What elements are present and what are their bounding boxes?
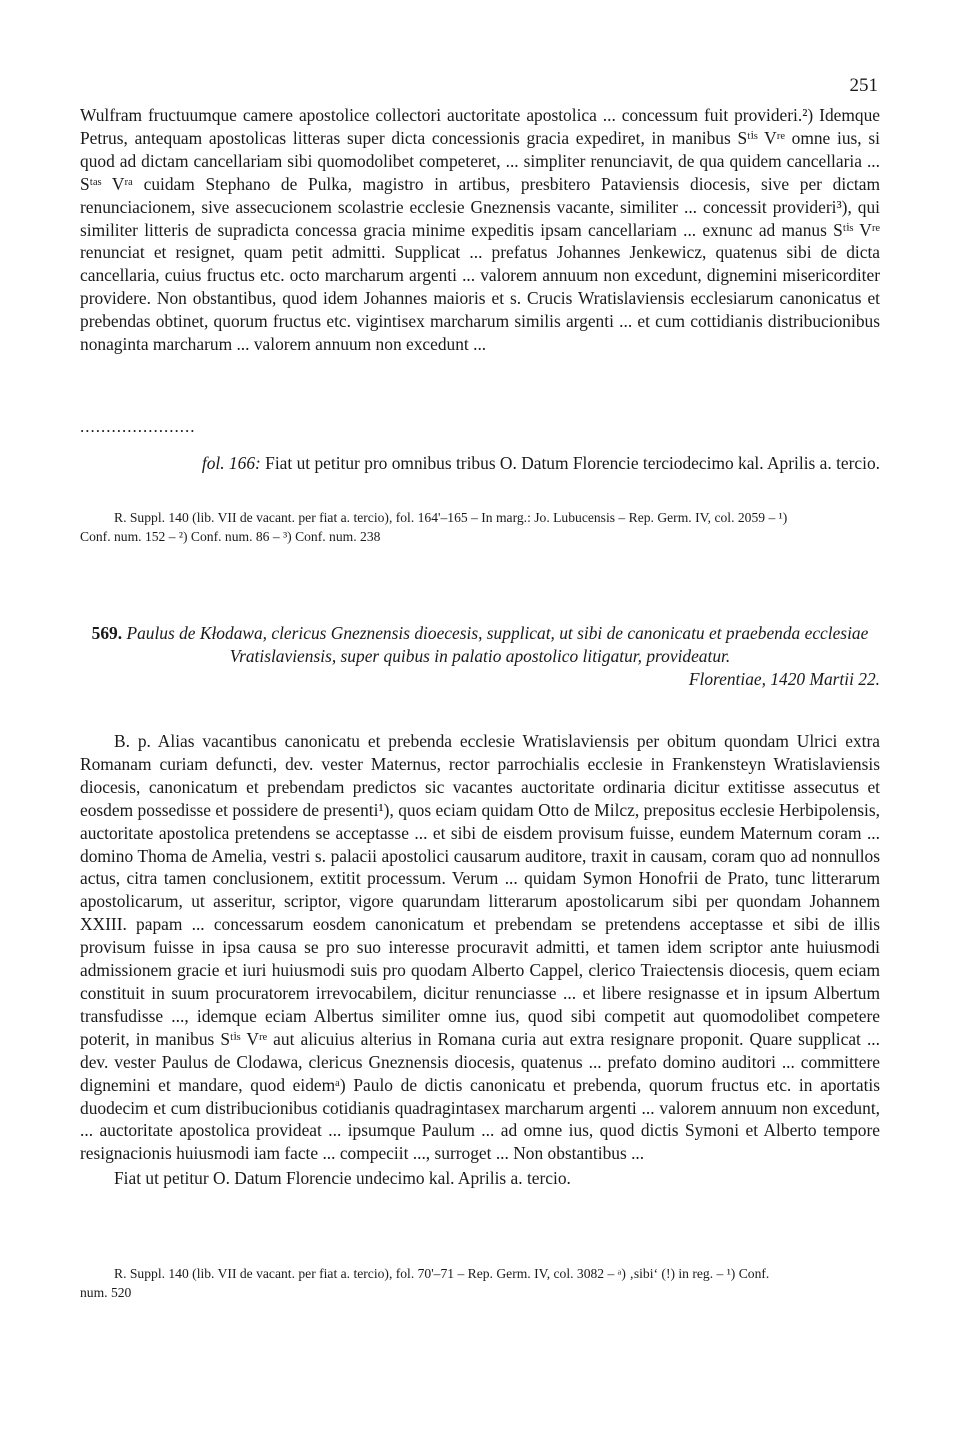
entry-heading-line-1 — [80, 622, 880, 645]
continuation-paragraph: Wulfram fructuumque camere apostolice collectori auctoritate apostolica ... concessum fuit provideri.²) Idemque Petrus, antequam apostolicas litteras super dicta concessionis gracia expediret, in manibus Sᵗⁱˢ Vʳᵉ omne ius, si quod ad dictam cancellariam sibi quomodolibet competeret, ... simpliter renunciavit, de qua quidem cancellaria ... Sᵗᵃˢ Vʳᵃ cuidam Stephano de Pulka, magistro in artibus, presbitero Pataviensis diocesis, sive per dictam renunciacionem, sive assecucionem scolastrie ecclesie Gneznensis vacante, similiter ... concessit provideri³), qui similiter litteris de supradicta concessa gracia minime expeditis ipsam cancellariam ... exnunc ad manus Sᵗⁱˢ Vʳᵉ renunciat et resignet, quam petit admitti. Supplicat ... prefatus Johannes Jenkewicz, quatenus sibi de dicta cancellaria, cuius fructus etc. octo marcharum argenti ... valorem annuum non excedunt, dignemini misericorditer providere. Non obstantibus, quod idem Johannes maioris et s. Crucis Wratislaviensis ecclesiarum canonicatus et prebendas obtinet, quorum fructus etc. vigintisex marcharum similis argenti ... et cum cottidianis distribucionibus nonaginta marcharum ... valorem annuum non excedunt ... — [80, 105, 880, 355]
fol-label: fol. 166: — [201, 453, 261, 473]
source-note-2-line-2: num. 520 — [80, 1285, 132, 1300]
omission-dots: ...................... — [80, 417, 196, 436]
source-note-2-line-1: R. Suppl. 140 (lib. VII de vacant. per fiat a. tercio), fol. 70'–71 – Rep. Germ. IV, col. 3082 – ᵃ) ‚sibi‘ (!) in reg. – ¹) Conf. — [114, 1266, 770, 1281]
entry-body — [80, 730, 880, 1190]
entry-number: 569. — [91, 623, 123, 643]
entry-closing: Fiat ut petitur O. Datum Florencie undecimo kal. Aprilis a. tercio. — [114, 1168, 571, 1189]
entry-heading-line-2: Vratislaviensis, super quibus in palatio apostolico litigatur, provideatur. — [229, 645, 731, 666]
continuation-text — [80, 104, 880, 356]
entry-heading — [80, 622, 880, 667]
fol-text: Fiat ut petitur pro omnibus tribus O. Datum Florencie terciodecimo kal. Aprilis a. tercio. — [265, 453, 880, 473]
page-number: 251 — [849, 75, 878, 96]
source-note-1-line-2: Conf. num. 152 – ²) Conf. num. 86 – ³) Conf. num. 238 — [80, 529, 381, 544]
entry-dateline: Florentiae, 1420 Martii 22. — [688, 669, 880, 689]
source-note-2 — [80, 1264, 880, 1302]
entry-body-paragraph: B. p. Alias vacantibus canonicatu et prebenda ecclesie Wratislaviensis per obitum quondam Ulrici extra Romanam curiam defuncti, dev. vester Maternus, rector parrochialis ecclesie in Frankensteyn Wratislaviensis diocesis, canonicatum et prebendam predictos sic vacantes auctoritate ordinaria dicitur extitisse assecutus et eosdem possedisse et possidere de presenti¹), quos eciam quidam Otto de Milcz, prepositus ecclesie Herbipolensis, auctoritate apostolica pretendens se acceptasse ... et sibi de eisdem provisum fuisse, eundem Maternum coram ... domino Thoma de Amelia, vestri s. palacii apostolici causarum auditore, traxit in causam, coram quo ad nonnullos actus, citra tamen conclusionem, extitit processum. Verum ... quidam Symon Honofrii de Prato, tunc litterarum apostolicarum, ut asseritur, scriptor, vigore quarundam litterarum apostolicarum sibi per quondam Johannem XXIII. papam ... concessarum eosdem canonicatum et prebendam se pretendens acceptasse et sibi de illis provisum fuisse in ipsa causa se pro suo interesse procuravit admitti, et tamen idem scriptor ante huiusmodi admissionem gracie et iuri huiusmodi suis pro quodam Alberto Cappel, clerico Traiectensis diocesis, quem eciam constituit in suum procuratorem irrevocabilem, dicitur renunciasse ... et libere resignasse et in ipsum Albertum transfudisse ..., idemque eciam Albertus similiter omne ius, quod sibi competit aut quomodolibet competere poterit, in manibus Sᵗⁱˢ Vʳᵉ aut alicuius alterius in Romana curia aut extra resignare proponit. Quare supplicat ... dev. vester Paulus de Clodawa, clericus Gneznensis diocesis, quatenus ... prefato domino auditori ... committere dignemini et mandare, quod eidemᵃ) Paulo de dictis canonicatu et prebenda, quorum fructus etc. in aportatis duodecim et cum distribucionibus cotidianis quadragintasex marcharum argenti ... valorem annuum non excedunt, ... auctoritate apostolica provideat ... ipsumque Paulum ... ad omne ius, quod dictis Symoni et Alberto tempore resignacionis huiusmodi iam facte ... compeciit ..., surroget ... Non obstantibus ... — [80, 731, 880, 1164]
source-note-1-line-1: R. Suppl. 140 (lib. VII de vacant. per fiat a. tercio), fol. 164'–165 – In marg.: Jo. Lubucensis – Rep. Germ. IV, col. 2059 – ¹) — [114, 510, 788, 525]
source-note-1 — [80, 508, 880, 546]
fol-line — [80, 452, 880, 474]
entry-heading-text-1: Paulus de Kłodawa, clericus Gneznensis dioecesis, supplicat, ut sibi de canonicatu et praebenda ecclesiae — [126, 623, 869, 643]
